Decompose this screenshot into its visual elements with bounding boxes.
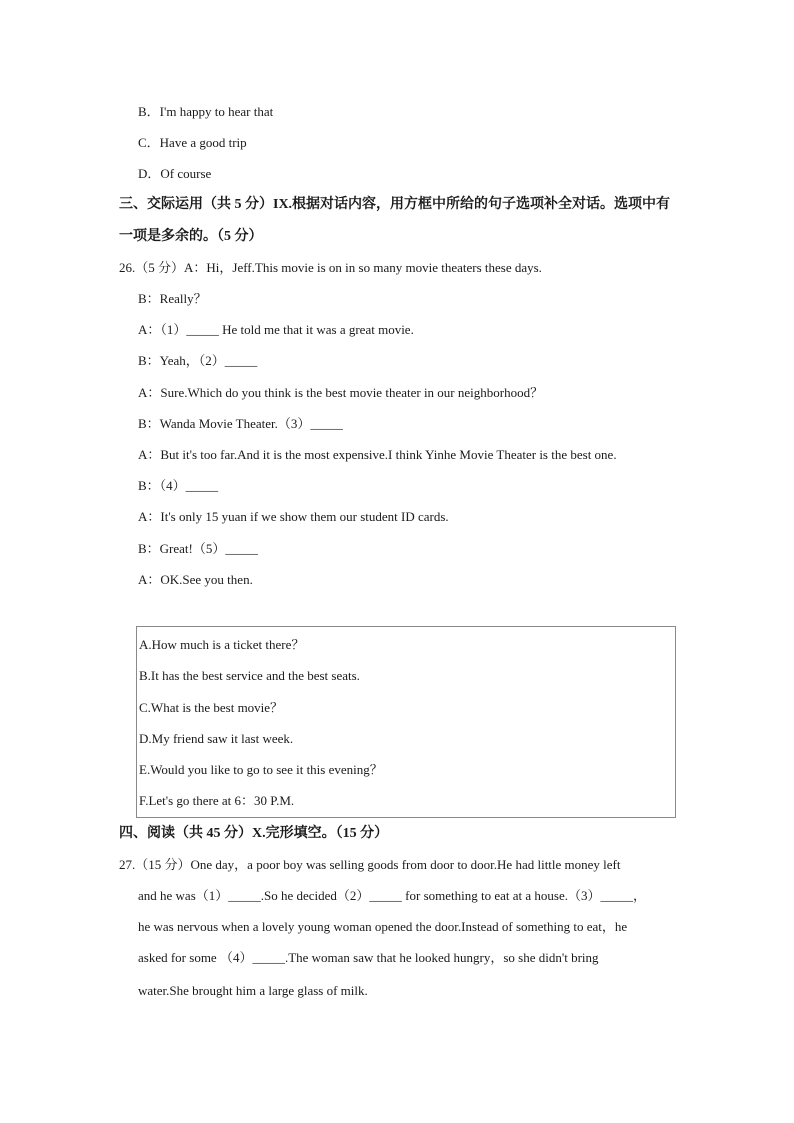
q26-first-line: 26.（5 分）A：Hi，Jeff.This movie is on in so many movie theaters these days. bbox=[119, 260, 542, 275]
box-option-d: D.My friend saw it last week. bbox=[139, 731, 294, 746]
dialogue-line: B：Wanda Movie Theater.（3）_____ bbox=[138, 416, 343, 431]
section3-heading-line1: 三、交际运用（共 5 分）IX.根据对话内容，用方框中所给的句子选项补全对话。选项中有 bbox=[119, 197, 671, 212]
dialogue-line: B：（4）_____ bbox=[138, 478, 219, 493]
q27-line: 27.（15 分）One day，a poor boy was selling goods from door to door.He had little money left bbox=[119, 857, 621, 872]
dialogue-line: B：Really？ bbox=[138, 291, 207, 306]
options-box bbox=[136, 626, 676, 818]
box-option-e: E.Would you like to go to see it this evening？ bbox=[139, 762, 383, 777]
dialogue-line: A：OK.See you then. bbox=[138, 572, 253, 587]
dialogue-line: A：（1）_____ He told me that it was a great movie. bbox=[138, 322, 414, 337]
section4-heading: 四、阅读（共 45 分）X.完形填空。（15 分） bbox=[119, 826, 389, 841]
dialogue-line: A：It's only 15 yuan if we show them our student ID cards. bbox=[138, 509, 449, 524]
dialogue-line: A：But it's too far.And it is the most expensive.I think Yinhe Movie Theater is the best one. bbox=[138, 447, 617, 462]
option-b: B．I'm happy to hear that bbox=[138, 104, 274, 119]
option-c: C．Have a good trip bbox=[138, 135, 247, 150]
dialogue-line: B：Yeah，（2）_____ bbox=[138, 353, 258, 368]
q27-line: he was nervous when a lovely young woman opened the door.Instead of something to eat，he bbox=[138, 919, 628, 934]
dialogue-line: B：Great!（5）_____ bbox=[138, 541, 258, 556]
q27-line: water.She brought him a large glass of milk. bbox=[138, 983, 368, 998]
q27-line: and he was（1）_____.So he decided（2）_____ for something to eat at a house.（3）_____， bbox=[138, 888, 646, 903]
box-option-c: C.What is the best movie？ bbox=[139, 700, 284, 715]
box-option-f: F.Let's go there at 6：30 P.M. bbox=[139, 793, 295, 808]
section3-heading-line2: 一项是多余的。（5 分） bbox=[119, 229, 263, 244]
dialogue-line: A：Sure.Which do you think is the best movie theater in our neighborhood？ bbox=[138, 385, 544, 400]
option-d: D．Of course bbox=[138, 166, 212, 181]
box-option-b: B.It has the best service and the best seats. bbox=[139, 668, 360, 683]
box-option-a: A.How much is a ticket there？ bbox=[139, 637, 305, 652]
q27-line: asked for some （4）_____.The woman saw that he looked hungry，so she didn't bring bbox=[138, 950, 599, 965]
